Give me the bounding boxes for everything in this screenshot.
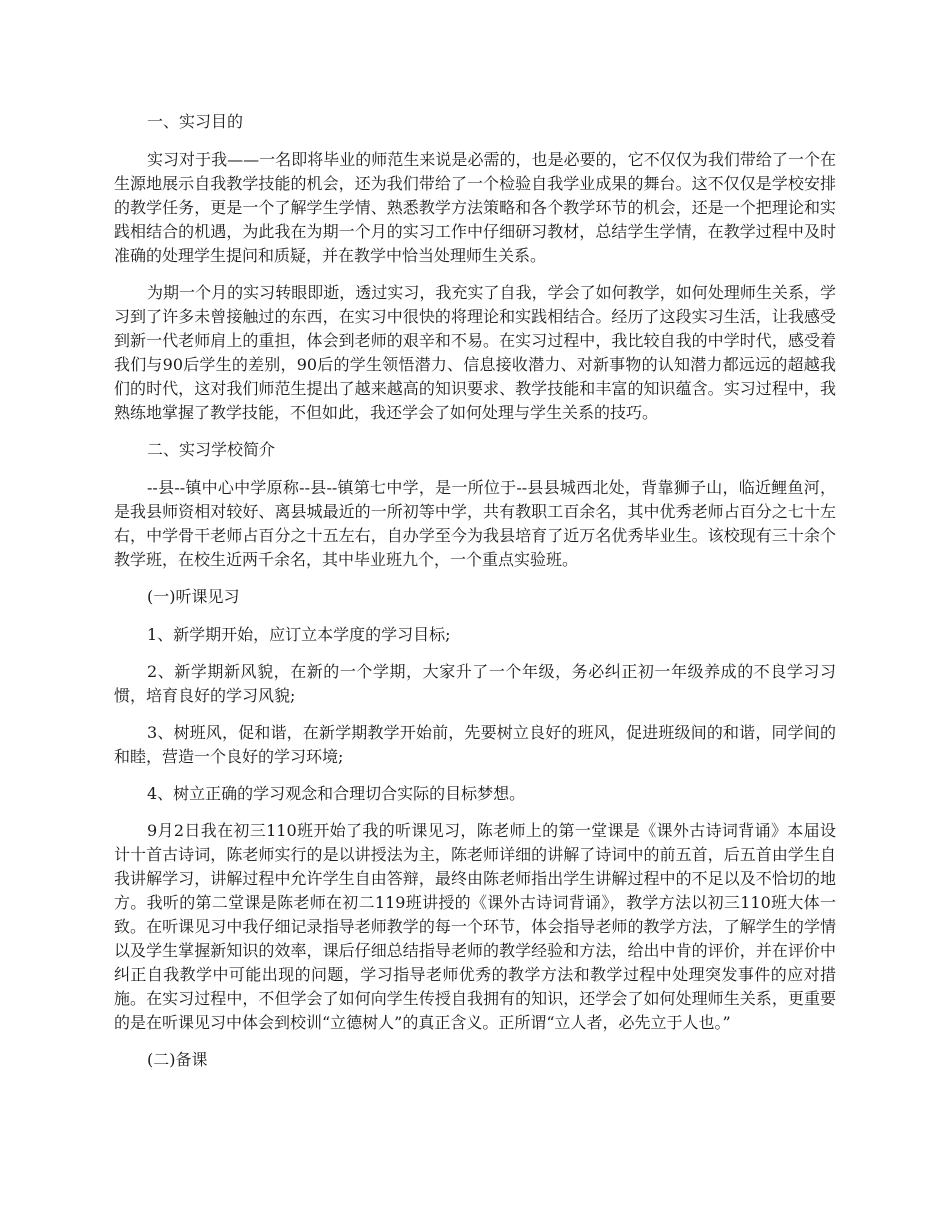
section-heading-purpose: 一、实习目的 xyxy=(147,112,244,131)
body-paragraph: 9月2日我在初三110班开始了我的听课见习，陈老师上的第一堂课是《课外古诗词背诵》本届设计十首古诗词，陈老师实行的是以讲授法为主，陈老师详细的讲解了诗词中的前五首，后五首由学生自我讲解学习，讲解过程中允许学生自由答辩，最终由陈老师指出学生讲解过程中的不足以及不恰切的地方。我听的第二堂课是陈老师在初二119班讲授的《课外古诗词背诵》，教学方法以初三110班大体一致。在听课见习中我仔细记录指导老师教学的每一个环节，体会指导老师的教学方法，了解学生的学情以及学生掌握新知识的效率，课后仔细总结指导老师的教学经验和方法，给出中肯的评价，并在评价中纠正自我教学中可能出现的问题，学习指导老师优秀的教学方法和教学过程中处理突发事件的应对措施。在实习过程中，不但学会了如何向学生传授自我拥有的知识，还学会了如何处理师生关系，更重要的是在听课见习中体会到校训“立德树人”的真正含义。正所谓“立人者，必先立于人也。” xyxy=(114,821,836,1032)
document-page xyxy=(114,110,836,1086)
list-item: 4、树立正确的学习观念和合理切合实际的目标梦想。 xyxy=(147,784,526,803)
list-item: 3、树班风，促和谐，在新学期教学开始前，先要树立良好的班风，促进班级间的和谐，同学间的和睦，营造一个良好的学习环境; xyxy=(114,723,836,766)
body-paragraph: 为期一个月的实习转眼即逝，透过实习，我充实了自我，学会了如何教学，如何处理师生关系，学习到了许多未曾接触过的东西，在实习中很快的将理论和实践相结合。经历了这段实习生活，让我感受到新一代老师肩上的重担，体会到老师的艰辛和不易。在实习过程中，我比较自我的中学时代，感受着我们与90后学生的差别，90后的学生领悟潜力、信息接收潜力、对新事物的认知潜力都远远的超越我们的时代，这对我们师范生提出了越来越高的知识要求、教学技能和丰富的知识蕴含。实习过程中，我熟练地掌握了教学技能，不但如此，我还学会了如何处理与学生关系的技巧。 xyxy=(114,283,836,422)
subsection-heading-lesson-prep: (二)备课 xyxy=(147,1050,208,1069)
body-paragraph: 实习对于我——一名即将毕业的师范生来说是必需的，也是必要的，它不仅仅为我们带给了一个在生源地展示自我教学技能的机会，还为我们带给了一个检验自我学业成果的舞台。这不仅仅是学校安排的教学任务，更是一个了解学生学情、熟悉教学方法策略和各个教学环节的机会，还是一个把理论和实践相结合的机遇，为此我在为期一个月的实习工作中仔细研习教材，总结学生学情，在教学过程中及时准确的处理学生提问和质疑，并在教学中恰当处理师生关系。 xyxy=(114,150,836,265)
body-paragraph: --县--镇中心中学原称--县--镇第七中学，是一所位于--县县城西北处，背靠狮子山，临近鲤鱼河，是我县师资相对较好、离县城最近的一所初等中学，共有教职工百余名，其中优秀老师占百分之七十左右，中学骨干老师占百分之十五左右，自办学至今为我县培育了近万名优秀毕业生。该校现有三十余个教学班，在校生近两千余名，其中毕业班九个，一个重点实验班。 xyxy=(114,478,836,569)
subsection-heading-observation: (一)听课见习 xyxy=(147,587,240,606)
section-heading-school-intro: 二、实习学校简介 xyxy=(147,440,276,459)
list-item: 2、新学期新风貌，在新的一个学期，大家升了一个年级，务必纠正初一年级养成的不良学习习惯，培育良好的学习风貌; xyxy=(114,662,836,705)
list-item: 1、新学期开始，应订立本学度的学习目标; xyxy=(147,625,451,644)
